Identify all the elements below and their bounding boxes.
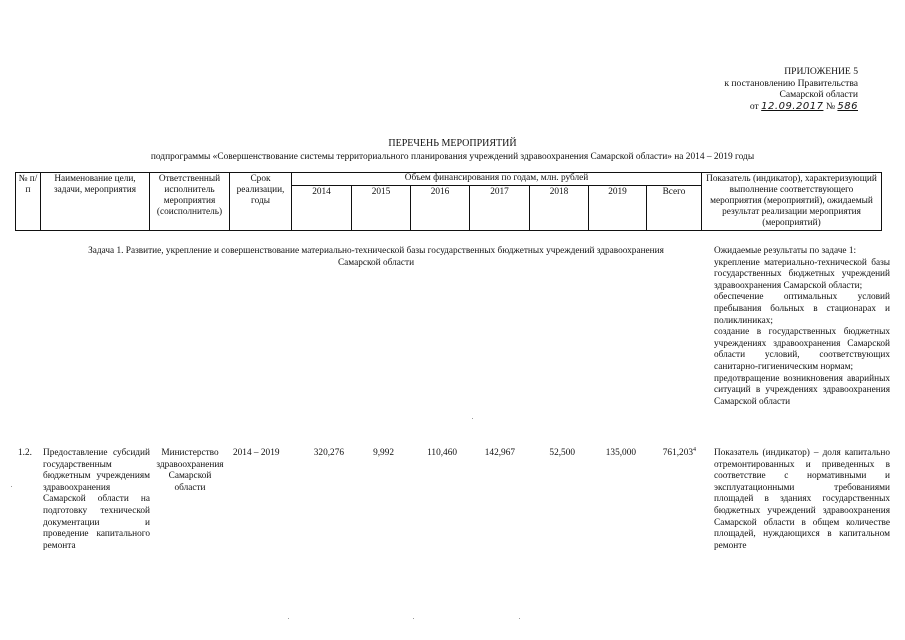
document-subtitle: подпрограммы «Совершенствование системы территориального планирования учреждений здравоохранения Самарской области» на 2014 – 2019 годы xyxy=(150,152,755,162)
appendix-from-label: от xyxy=(749,100,759,112)
value-total-footnote: 4 xyxy=(693,446,696,453)
value-2014: 320,276 xyxy=(313,448,344,458)
row-term: 2014 – 2019 xyxy=(233,448,280,458)
header-year-2017: 2017 xyxy=(470,186,530,231)
scan-speck xyxy=(288,618,289,619)
result-item: обеспечение оптимальных условий пребывания больных в стационарах и поликлиниках; xyxy=(714,292,890,326)
task-results xyxy=(714,246,890,408)
scan-speck xyxy=(413,618,414,619)
header-year-2018: 2018 xyxy=(530,186,589,231)
header-year-2016: 2016 xyxy=(411,186,470,231)
row-name: Предоставление субсидий государственным бюджетным учреждениям здравоохранения Самарской области на подготовку технической документации и проведение капитального ремонта xyxy=(43,448,150,551)
result-item: укрепление материально-технической базы государственных бюджетных учреждений здравоохранения Самарской области; xyxy=(714,257,890,291)
appendix-number-label: № xyxy=(825,100,835,112)
value-total-amount: 761,203 xyxy=(662,448,693,458)
header-responsible: Ответственный исполнитель мероприятия (соисполнитель) xyxy=(150,173,230,231)
appendix-date-line xyxy=(658,101,858,113)
appendix-title: ПРИЛОЖЕНИЕ 5 xyxy=(784,66,858,77)
header-year-2019: 2019 xyxy=(589,186,647,231)
header-year-2014: 2014 xyxy=(292,186,352,231)
row-number: 1.2. xyxy=(18,448,32,458)
value-2017: 142,967 xyxy=(484,448,515,458)
task-heading: Задача 1. Развитие, укрепление и совершенствование материально-технической базы государственных бюджетных учреждений здравоохранения Самарской области xyxy=(88,246,664,268)
value-2018: 52,500 xyxy=(549,448,575,458)
header-indicator: Показатель (индикатор), характеризующий выполнение соответствующего мероприятия (мероприятий), ожидаемый результат реализации мероприятия (мероприятий) xyxy=(702,173,882,231)
appendix-date: 12.09.2017 xyxy=(761,100,824,112)
header-funding: Объем финансирования по годам, млн. рублей xyxy=(292,173,702,186)
scan-speck xyxy=(472,418,473,419)
appendix-block xyxy=(658,66,858,112)
result-item: создание в государственных бюджетных учреждениях здравоохранения Самарской области условий, соответствующих санитарно-гигиеническим нормам; xyxy=(714,327,890,372)
row-responsible: Министерство здравоохранения Самарской области xyxy=(156,448,224,493)
header-year-2015: 2015 xyxy=(352,186,411,231)
scan-speck xyxy=(11,486,12,487)
header-name: Наименование цели, задачи, мероприятия xyxy=(41,173,150,231)
row-indicator: Показатель (индикатор) – доля капитально отремонтированных и приведенных в соответствие с нормативными и эксплуатационными требованиями площадей в зданиях государственных бюджетных учреждений здравоохранения Самарской области в общем количестве площадей, нуждающихся в капитальном ремонте xyxy=(714,448,890,551)
value-2019: 135,000 xyxy=(605,448,636,458)
scan-speck xyxy=(519,618,520,619)
document-title: ПЕРЕЧЕНЬ МЕРОПРИЯТИЙ xyxy=(388,138,517,149)
appendix-line-2: Самарской области xyxy=(779,89,858,101)
result-item: предотвращение возникновения аварийных ситуаций в учреждениях здравоохранения Самарской области xyxy=(714,373,890,407)
header-total: Всего xyxy=(647,186,702,231)
appendix-line-1: к постановлению Правительства xyxy=(724,77,858,89)
header-num: № п/п xyxy=(16,173,41,231)
value-2015: 9,992 xyxy=(373,448,394,458)
value-2016: 110,460 xyxy=(427,448,457,458)
value-total xyxy=(636,448,696,460)
header-table xyxy=(15,172,882,231)
header-term: Срок реализации, годы xyxy=(230,173,292,231)
results-title: Ожидаемые результаты по задаче 1: xyxy=(714,246,857,256)
appendix-number: 586 xyxy=(837,100,858,112)
